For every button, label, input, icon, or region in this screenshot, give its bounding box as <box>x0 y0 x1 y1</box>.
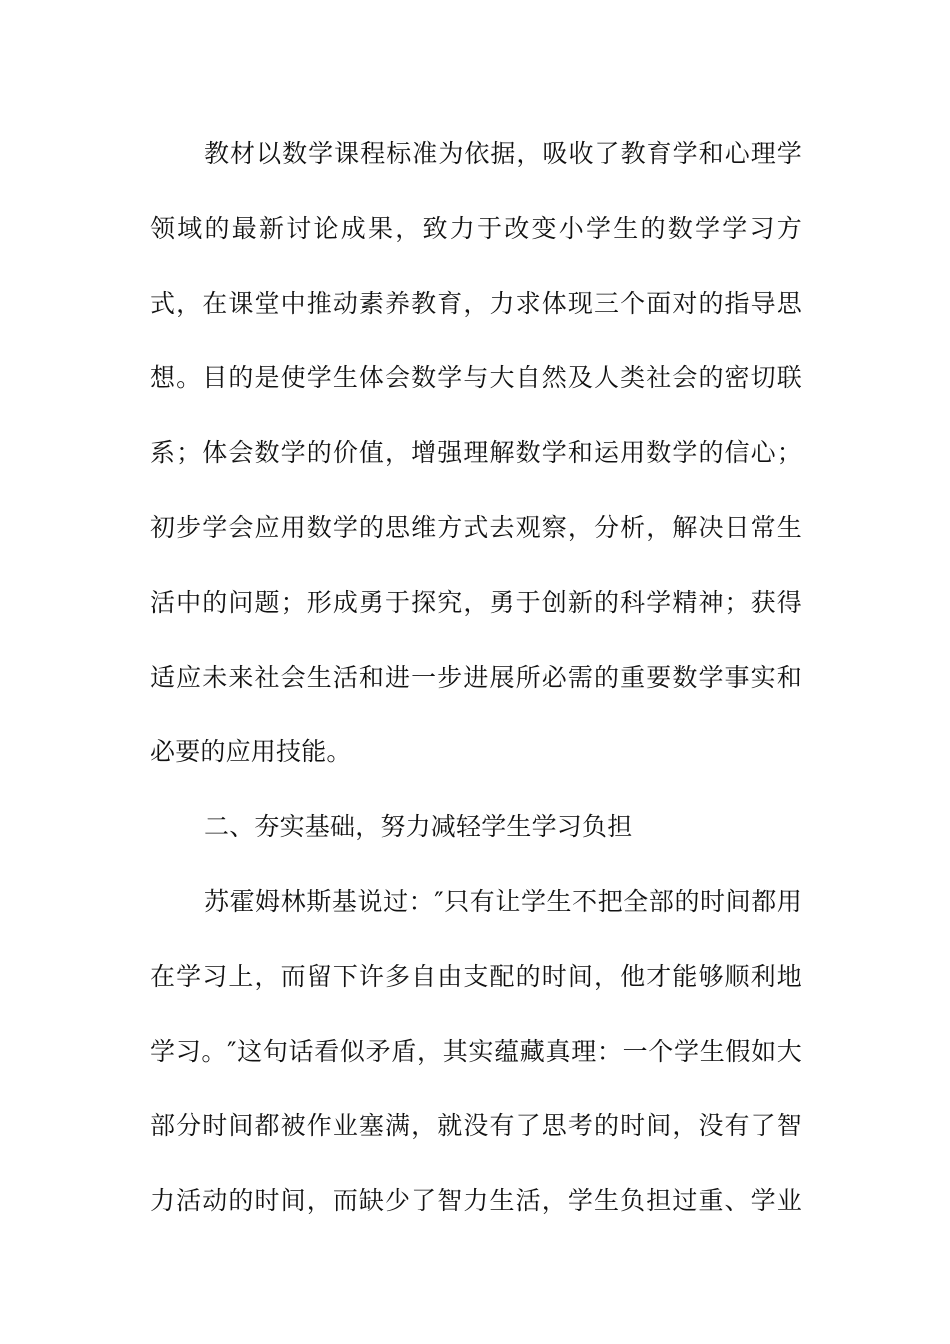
section-heading: 二、夯实基础，努力减轻学生学习负担 <box>204 812 633 842</box>
paragraph-1-line-7: 活中的问题；形成勇于探究，勇于创新的科学精神；获得 <box>150 587 802 617</box>
paragraph-2-line-2: 在学习上，而留下许多自由支配的时间，他才能够顺利地 <box>150 961 802 991</box>
paragraph-1-line-6: 初步学会应用数学的思维方式去观察，分析，解决日常生 <box>150 512 802 542</box>
paragraph-1-line-2: 领域的最新讨论成果，致力于改变小学生的数学学习方 <box>150 213 802 243</box>
paragraph-1-line-8: 适应未来社会生活和进一步进展所必需的重要数学事实和 <box>150 662 802 692</box>
paragraph-1-line-4: 想。目的是使学生体会数学与大自然及人类社会的密切联 <box>150 363 802 393</box>
paragraph-1-line-3: 式，在课堂中推动素养教育，力求体现三个面对的指导思 <box>150 288 802 318</box>
paragraph-1-line-9: 必要的应用技能。 <box>150 737 352 767</box>
paragraph-2-line-1: 苏霍姆林斯基说过：″只有让学生不把全部的时间都用 <box>204 886 802 916</box>
document-body <box>150 130 802 1252</box>
paragraph-2-line-3: 学习。″这句话看似矛盾，其实蕴藏真理：一个学生假如大 <box>150 1036 802 1066</box>
paragraph-2-line-4: 部分时间都被作业塞满，就没有了思考的时间，没有了智 <box>150 1111 802 1141</box>
paragraph-1-line-5: 系；体会数学的价值，增强理解数学和运用数学的信心； <box>150 438 802 468</box>
paragraph-1-line-1: 教材以数学课程标准为依据，吸收了教育学和心理学 <box>204 139 802 168</box>
paragraph-2-line-5: 力活动的时间，而缺少了智力生活，学生负担过重、学业 <box>150 1186 802 1216</box>
